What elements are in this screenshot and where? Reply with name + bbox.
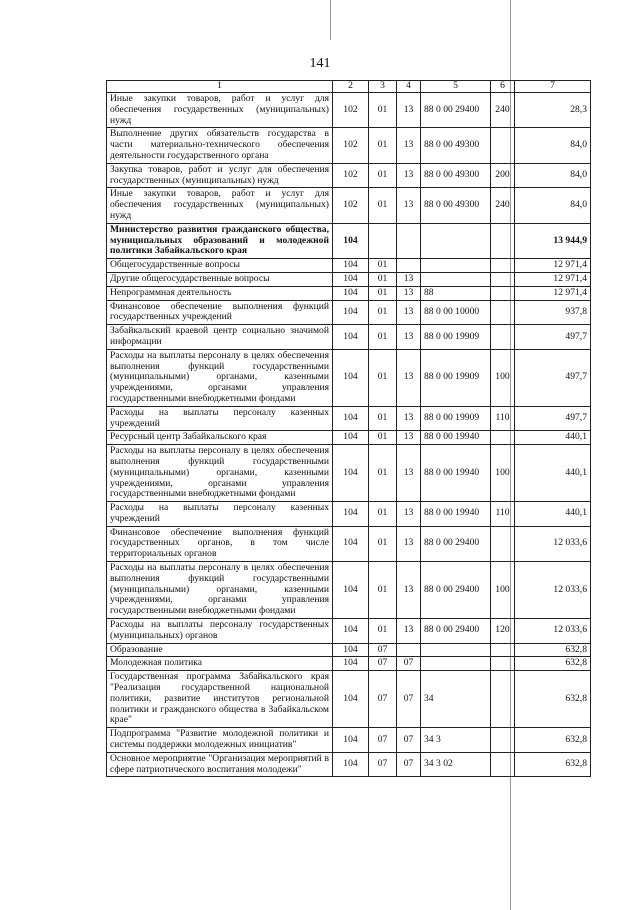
row-expense-type: 240: [491, 93, 515, 128]
row-amount: 12 033,6: [515, 526, 591, 561]
row-name: Расходы на выплаты персоналу в целях обеспечения выполнения функций государственными (муниципальными) органами, казенными учреждениями, органами управления государственными внебюджетными фондами: [107, 562, 333, 619]
row-target-article: 88 0 00 29400: [421, 93, 491, 128]
row-section-code: 01: [369, 445, 397, 502]
table-row: [107, 431, 591, 445]
row-amount: 632,8: [515, 671, 591, 728]
header-col-4: 4: [397, 81, 421, 93]
table-row: [107, 128, 591, 163]
row-subsection-code: 07: [397, 657, 421, 671]
table-row: [107, 325, 591, 350]
row-amount: 12 033,6: [515, 619, 591, 644]
row-amount: 632,8: [515, 643, 591, 657]
row-target-article: 88 0 00 49300: [421, 163, 491, 188]
row-ministry-code: 104: [333, 526, 369, 561]
row-name: Иные закупки товаров, работ и услуг для обеспечения государственных (муниципальных) нужд: [107, 93, 333, 128]
row-expense-type: 110: [491, 406, 515, 431]
row-target-article: 88 0 00 19909: [421, 406, 491, 431]
row-name: Другие общегосударственные вопросы: [107, 272, 333, 286]
row-section-code: 01: [369, 286, 397, 300]
row-target-article: [421, 272, 491, 286]
row-ministry-code: 104: [333, 406, 369, 431]
row-ministry-code: 104: [333, 657, 369, 671]
row-name: Министерство развития гражданского общества, муниципальных образований и молодежной политики Забайкальского края: [107, 223, 333, 258]
row-amount: 13 944,9: [515, 223, 591, 258]
row-expense-type: 100: [491, 562, 515, 619]
table-row: [107, 752, 591, 777]
row-subsection-code: 07: [397, 752, 421, 777]
row-target-article: 88 0 00 49300: [421, 188, 491, 223]
row-target-article: 88 0 00 29400: [421, 619, 491, 644]
row-expense-type: [491, 300, 515, 325]
row-subsection-code: 13: [397, 406, 421, 431]
row-name: Государственная программа Забайкальского края "Реализация государственной национальной политики, развитие институтов региональной политики и гражданского общества в Забайкальском крае": [107, 671, 333, 728]
table-row: [107, 445, 591, 502]
row-target-article: 88 0 00 19940: [421, 445, 491, 502]
row-target-article: [421, 657, 491, 671]
row-expense-type: [491, 325, 515, 350]
row-target-article: 88 0 00 49300: [421, 128, 491, 163]
row-ministry-code: 104: [333, 671, 369, 728]
row-target-article: 88 0 00 29400: [421, 526, 491, 561]
row-section-code: 01: [369, 349, 397, 406]
row-target-article: [421, 223, 491, 258]
row-ministry-code: 104: [333, 431, 369, 445]
row-amount: 497,7: [515, 325, 591, 350]
row-subsection-code: 13: [397, 272, 421, 286]
row-subsection-code: 13: [397, 619, 421, 644]
row-subsection-code: 13: [397, 431, 421, 445]
row-subsection-code: [397, 643, 421, 657]
row-name: Выполнение других обязательств государства в части материально-технического обеспечения деятельности государственного органа: [107, 128, 333, 163]
row-target-article: 34: [421, 671, 491, 728]
row-subsection-code: 13: [397, 526, 421, 561]
row-name: Ресурсный центр Забайкальского края: [107, 431, 333, 445]
row-target-article: 88 0 00 19909: [421, 349, 491, 406]
row-target-article: 34 3 02: [421, 752, 491, 777]
row-expense-type: [491, 526, 515, 561]
row-amount: 28,3: [515, 93, 591, 128]
row-ministry-code: 102: [333, 93, 369, 128]
row-expense-type: [491, 286, 515, 300]
row-section-code: 07: [369, 657, 397, 671]
row-expense-type: [491, 671, 515, 728]
row-name: Расходы на выплаты персоналу государственных (муниципальных) органов: [107, 619, 333, 644]
table-row: [107, 272, 591, 286]
row-expense-type: [491, 259, 515, 273]
row-expense-type: 100: [491, 445, 515, 502]
header-col-7: 7: [515, 81, 591, 93]
row-name: Образование: [107, 643, 333, 657]
row-ministry-code: 104: [333, 223, 369, 258]
row-name: Забайкальский краевой центр социально значимой информации: [107, 325, 333, 350]
row-section-code: 01: [369, 325, 397, 350]
row-subsection-code: 13: [397, 562, 421, 619]
table-body: [107, 93, 591, 777]
row-ministry-code: 104: [333, 643, 369, 657]
row-ministry-code: 102: [333, 188, 369, 223]
row-ministry-code: 104: [333, 259, 369, 273]
row-target-article: 88 0 00 10000: [421, 300, 491, 325]
table-row: [107, 223, 591, 258]
row-subsection-code: 07: [397, 671, 421, 728]
table-row: [107, 300, 591, 325]
row-expense-type: [491, 223, 515, 258]
row-section-code: 01: [369, 272, 397, 286]
row-section-code: 01: [369, 502, 397, 527]
row-section-code: 01: [369, 406, 397, 431]
row-amount: 84,0: [515, 128, 591, 163]
row-section-code: 07: [369, 728, 397, 753]
row-expense-type: 110: [491, 502, 515, 527]
table-row: [107, 643, 591, 657]
table-row: [107, 406, 591, 431]
row-ministry-code: 104: [333, 728, 369, 753]
row-amount: 440,1: [515, 502, 591, 527]
row-section-code: 01: [369, 526, 397, 561]
table-row: [107, 526, 591, 561]
row-subsection-code: 13: [397, 128, 421, 163]
table-row: [107, 259, 591, 273]
row-section-code: 01: [369, 259, 397, 273]
header-col-3: 3: [369, 81, 397, 93]
table-row: [107, 562, 591, 619]
row-subsection-code: 13: [397, 445, 421, 502]
row-amount: 632,8: [515, 752, 591, 777]
table-header-row: [107, 81, 591, 93]
row-amount: 12 971,4: [515, 259, 591, 273]
table-row: [107, 286, 591, 300]
row-section-code: [369, 223, 397, 258]
row-section-code: 01: [369, 562, 397, 619]
row-ministry-code: 104: [333, 752, 369, 777]
row-expense-type: [491, 752, 515, 777]
row-expense-type: [491, 643, 515, 657]
table-row: [107, 349, 591, 406]
table-row: [107, 188, 591, 223]
row-target-article: [421, 643, 491, 657]
row-target-article: 88 0 00 19909: [421, 325, 491, 350]
row-section-code: 01: [369, 163, 397, 188]
row-subsection-code: 13: [397, 93, 421, 128]
scan-fold-line-top: [330, 0, 331, 40]
budget-table: [106, 80, 591, 777]
row-name: Расходы на выплаты персоналу в целях обеспечения выполнения функций государственными (муниципальными) органами, казенными учреждениями, органами управления государственными внебюджетными фондами: [107, 445, 333, 502]
row-amount: 440,1: [515, 445, 591, 502]
header-col-2: 2: [333, 81, 369, 93]
row-name: Расходы на выплаты персоналу в целях обеспечения выполнения функций государственными (муниципальными) органами, казенными учреждениями, органами управления государственными внебюджетными фондами: [107, 349, 333, 406]
row-ministry-code: 102: [333, 128, 369, 163]
table-row: [107, 657, 591, 671]
header-col-5: 5: [421, 81, 491, 93]
row-name: Расходы на выплаты персоналу казенных учреждений: [107, 406, 333, 431]
row-amount: 12 033,6: [515, 562, 591, 619]
row-name: Общегосударственные вопросы: [107, 259, 333, 273]
row-target-article: 88 0 00 29400: [421, 562, 491, 619]
row-subsection-code: 13: [397, 300, 421, 325]
row-ministry-code: 104: [333, 272, 369, 286]
row-ministry-code: 104: [333, 619, 369, 644]
row-name: Основное мероприятие "Организация мероприятий в сфере патриотического воспитания молодежи": [107, 752, 333, 777]
header-col-1: 1: [107, 81, 333, 93]
row-subsection-code: 13: [397, 502, 421, 527]
row-expense-type: 240: [491, 188, 515, 223]
row-expense-type: [491, 657, 515, 671]
row-subsection-code: 13: [397, 188, 421, 223]
row-section-code: 07: [369, 752, 397, 777]
row-section-code: 01: [369, 300, 397, 325]
row-amount: 632,8: [515, 657, 591, 671]
row-amount: 84,0: [515, 163, 591, 188]
row-ministry-code: 104: [333, 562, 369, 619]
row-expense-type: [491, 272, 515, 286]
row-ministry-code: 104: [333, 325, 369, 350]
row-section-code: 01: [369, 431, 397, 445]
row-name: Финансовое обеспечение выполнения функций государственных учреждений: [107, 300, 333, 325]
row-section-code: 07: [369, 643, 397, 657]
row-amount: 440,1: [515, 431, 591, 445]
row-subsection-code: 13: [397, 325, 421, 350]
row-section-code: 07: [369, 671, 397, 728]
row-ministry-code: 104: [333, 286, 369, 300]
row-subsection-code: [397, 259, 421, 273]
row-subsection-code: 13: [397, 286, 421, 300]
table-row: [107, 93, 591, 128]
row-ministry-code: 104: [333, 502, 369, 527]
row-target-article: 88 0 00 19940: [421, 502, 491, 527]
row-ministry-code: 104: [333, 300, 369, 325]
row-expense-type: 200: [491, 163, 515, 188]
row-ministry-code: 104: [333, 445, 369, 502]
row-expense-type: [491, 728, 515, 753]
row-amount: 12 971,4: [515, 286, 591, 300]
table-row: [107, 671, 591, 728]
page-number: 141: [309, 56, 331, 71]
row-name: Иные закупки товаров, работ и услуг для обеспечения государственных (муниципальных) нужд: [107, 188, 333, 223]
row-section-code: 01: [369, 188, 397, 223]
row-subsection-code: 07: [397, 728, 421, 753]
row-amount: 497,7: [515, 406, 591, 431]
row-expense-type: [491, 128, 515, 163]
row-target-article: 88: [421, 286, 491, 300]
row-amount: 84,0: [515, 188, 591, 223]
table-row: [107, 163, 591, 188]
row-name: Расходы на выплаты персоналу казенных учреждений: [107, 502, 333, 527]
row-name: Непрограммная деятельность: [107, 286, 333, 300]
row-amount: 12 971,4: [515, 272, 591, 286]
row-name: Финансовое обеспечение выполнения функций государственных органов, в том числе территориальных органов: [107, 526, 333, 561]
row-section-code: 01: [369, 128, 397, 163]
row-target-article: 88 0 00 19940: [421, 431, 491, 445]
row-target-article: [421, 259, 491, 273]
row-name: Подпрограмма "Развитие молодежной политики и системы поддержки молодежных инициатив": [107, 728, 333, 753]
row-subsection-code: 13: [397, 349, 421, 406]
row-name: Закупка товаров, работ и услуг для обеспечения государственных (муниципальных) нужд: [107, 163, 333, 188]
row-expense-type: 120: [491, 619, 515, 644]
row-ministry-code: 104: [333, 349, 369, 406]
table-row: [107, 502, 591, 527]
row-subsection-code: [397, 223, 421, 258]
header-col-6: 6: [491, 81, 515, 93]
row-expense-type: 100: [491, 349, 515, 406]
row-amount: 937,8: [515, 300, 591, 325]
row-section-code: 01: [369, 619, 397, 644]
row-ministry-code: 102: [333, 163, 369, 188]
row-section-code: 01: [369, 93, 397, 128]
table-row: [107, 619, 591, 644]
row-name: Молодежная политика: [107, 657, 333, 671]
table-row: [107, 728, 591, 753]
row-subsection-code: 13: [397, 163, 421, 188]
row-amount: 632,8: [515, 728, 591, 753]
row-target-article: 34 3: [421, 728, 491, 753]
row-amount: 497,7: [515, 349, 591, 406]
row-expense-type: [491, 431, 515, 445]
